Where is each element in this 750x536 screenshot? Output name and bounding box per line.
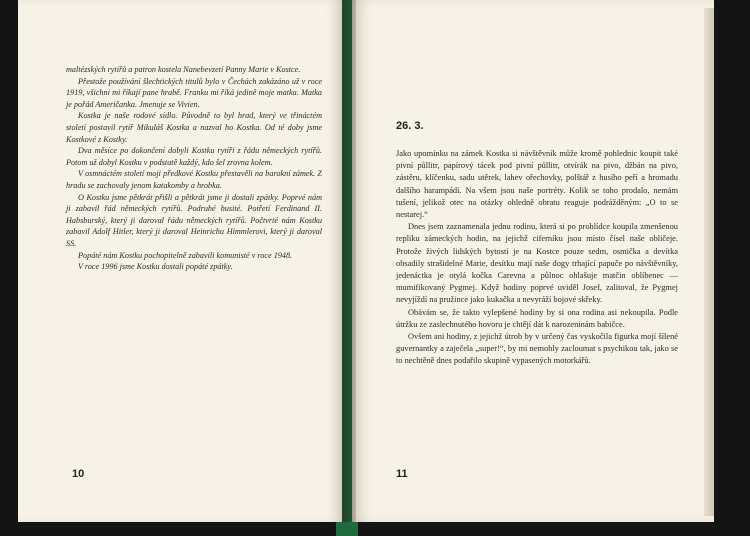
paragraph: Popáté nám Kostku pochopitelně zabavili komunisté v roce 1948. bbox=[78, 250, 293, 260]
page-number: 11 bbox=[396, 468, 408, 480]
book-gutter bbox=[342, 0, 356, 522]
right-page bbox=[352, 0, 714, 522]
left-page bbox=[18, 0, 342, 522]
paragraph: Ovšem ani hodiny, z jejichž útrob by v určený čas vyskočila figurka mojí šílené guvernantky a zaječela „super!“, by mi nemohly zacloumat s psychikou tak, jako se to nechtěně dnes podařilo skupině vypasených motorkářů. bbox=[396, 332, 678, 366]
left-page-text bbox=[66, 64, 322, 273]
paragraph: Dva měsíce po dokončení dobyli Kostku rytíři z řádu německých rytířů. Potom už dobyl Kostku v podstatě každý, kdo šel zrovna kolem. bbox=[66, 146, 322, 167]
paragraph: V roce 1996 jsme Kostku dostali popáté zpátky. bbox=[78, 262, 233, 272]
right-page-text bbox=[396, 148, 678, 368]
page-stack-edge bbox=[704, 8, 714, 516]
paragraph: Kostka je naše rodové sídlo. Původně to byl hrad, který ve třináctém století postavil rytíř Mikuláš Kostka a nazval ho Kostka. Od té doby jsme Kostkové z Kostky. bbox=[66, 111, 322, 144]
paragraph: Přestože používání šlechtických titulů bylo v Čechách zakázáno už v roce 1919, všichni mi říkají pane hrabě. Franku mi říká jedině moje matka. Matka je pořád Američanka. Jmenuje se Vivien. bbox=[66, 76, 322, 109]
paragraph: O Kostku jsme pětkrát přišli a pětkrát jsme ji dostali zpátky. Poprvé nám ji zabavil řád německých rytířů. Podruhé husité. Potřetí Ferdinand II. Habsburský, který ji daroval řádu německých rytířů. Počtvrté nám Kostku zabavil Adolf Hitler, který ji daroval Heinrichu Himmlerovi, který ji daroval SS. bbox=[66, 192, 322, 248]
paragraph: V osmnáctém století moji předkové Kostku přestavěli na barokní zámek. Z hradu se zachovaly jenom katakomby a hrobka. bbox=[66, 169, 322, 190]
paragraph: Obávám se, že takto vylepšené hodiny by si ona rodina asi nekoupila. Podle útržku ze zaslechnutého hovoru je chtějí dát k narozeninám babičce. bbox=[396, 307, 678, 329]
diary-date-heading: 26. 3. bbox=[396, 120, 424, 132]
paragraph: Dnes jsem zaznamenala jednu rodinu, která si po prohlídce koupila zmenšenou repliku zámeckých hodin, na jejichž ciferníku jsou místo čísel naše obličeje. Protože živých lidských bytostí je na Kostce pouze sedm, osmička a devítka obsadily strašidelné Marie, desítku mají naše dogy trhající papuče po návštěvníky, jedenáctka je otylá kočka Carevna a půlnoc ohlašuje matčin oblíbenec — mumifikovaný Pygmej. Když hodiny poprvé uviděl Josef, zalitoval, že Pygmej nevyjíždí na pružince jako kukačka a nevyráží bojové skřeky. bbox=[396, 222, 678, 305]
paragraph: maltézských rytířů a patron kostela Nanebevzetí Panny Marie v Kostce. bbox=[66, 65, 301, 74]
paragraph: Jako upomínku na zámek Kostka si návštěvník může kromě pohlednic koupit také pivní půllitr, papírový tácek pod pivní půllitr, otvírák na pivo, džbán na pivo, zástěru, klíčenku, sadu utěrek, lahev ořechovky, polštář z husího peří a hromadu dalšího harampádí. Na všem jsou naše portréty. Kolik se toho prodalo, nemám tušení, jelikož otec na otázky ohledně obratu reaguje podrážděným: „O to se nestarej.“ bbox=[396, 149, 678, 220]
page-number: 10 bbox=[72, 468, 85, 480]
